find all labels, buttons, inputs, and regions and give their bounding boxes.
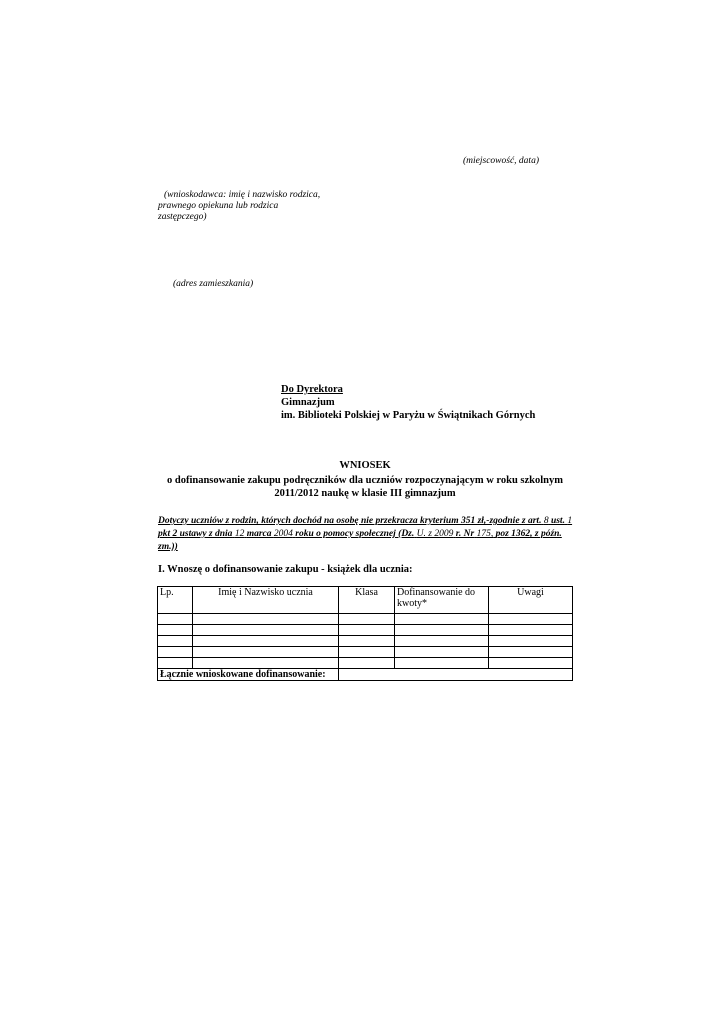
heading-line-3: 2011/2012 naukę w klasie III gimnazjum	[274, 488, 456, 499]
header-amount: Dofinansowanie do kwoty*	[395, 587, 489, 614]
cell-lp[interactable]	[158, 636, 193, 647]
criterion-text: roku o pomocy społecznej (Dz.	[295, 529, 415, 539]
cell-remarks[interactable]	[489, 636, 573, 647]
cell-lp[interactable]	[158, 614, 193, 625]
cell-amount[interactable]	[395, 625, 489, 636]
header-student-name: Imię i Nazwisko ucznia	[193, 587, 339, 614]
heading-line-2: o dofinansowanie zakupu podręczników dla uczniów rozpoczynającym w roku szkolnym	[166, 474, 564, 486]
cell-lp[interactable]	[158, 658, 193, 669]
criterion-text: marca	[246, 529, 272, 539]
cell-class[interactable]	[339, 625, 395, 636]
recipient-block	[281, 383, 535, 422]
document-title: WNIOSEK	[339, 460, 391, 471]
applicant-line-2: prawnego opiekuna lub rodzica	[158, 201, 279, 211]
address-label: (adres zamieszkania)	[173, 279, 254, 289]
table-row	[158, 658, 573, 669]
table-row	[158, 625, 573, 636]
cell-amount[interactable]	[395, 647, 489, 658]
header-remarks: Uwagi	[489, 587, 573, 614]
cell-class[interactable]	[339, 614, 395, 625]
recipient-line-3: im. Biblioteki Polskiej w Paryżu w Świątnikach Górnych	[281, 410, 536, 421]
criterion-text: r. Nr	[455, 529, 475, 539]
criterion-text: 1	[567, 516, 573, 526]
cell-amount[interactable]	[395, 658, 489, 669]
recipient-line-2: Gimnazjum	[281, 397, 335, 408]
cell-class[interactable]	[339, 636, 395, 647]
cell-class[interactable]	[339, 658, 395, 669]
cell-class[interactable]	[339, 647, 395, 658]
applicant-line-1: (wnioskodawca: imię i nazwisko rodzica,	[164, 190, 321, 200]
criterion-text: 2004	[273, 529, 293, 539]
cell-lp[interactable]	[158, 625, 193, 636]
header-class: Klasa	[339, 587, 395, 614]
table-header-row	[158, 587, 573, 614]
applicant-line-3: zastępczego)	[158, 212, 207, 222]
document-heading	[158, 459, 572, 501]
criterion-text: Dotyczy uczniów z rodzin, których dochód na osobę nie przekracza kryterium 351 zł,-zgodnie z art.	[158, 516, 542, 526]
cell-remarks[interactable]	[489, 614, 573, 625]
criterion-text: poz 1362, z późn. zm.))	[158, 529, 562, 552]
cell-lp[interactable]	[158, 647, 193, 658]
cell-amount[interactable]	[395, 636, 489, 647]
criterion-text: 8	[543, 516, 549, 526]
cell-remarks[interactable]	[489, 647, 573, 658]
total-label: Łącznie wnioskowane dofinansowanie:	[158, 669, 339, 681]
total-value-cell[interactable]	[339, 669, 573, 681]
table-row	[158, 636, 573, 647]
cell-student-name[interactable]	[193, 658, 339, 669]
table-row	[158, 647, 573, 658]
criterion-text: 175,	[476, 529, 494, 539]
criterion-text: pkt 2 ustawy z dnia	[158, 529, 233, 539]
applicant-label	[158, 190, 333, 223]
cell-remarks[interactable]	[489, 658, 573, 669]
cell-student-name[interactable]	[193, 636, 339, 647]
cell-student-name[interactable]	[193, 614, 339, 625]
header-lp: Lp.	[158, 587, 193, 614]
eligibility-criterion	[158, 515, 574, 554]
criterion-text: 12	[234, 529, 245, 539]
table-row	[158, 614, 573, 625]
cell-student-name[interactable]	[193, 625, 339, 636]
place-date-label: (miejscowość, data)	[463, 156, 539, 166]
cell-remarks[interactable]	[489, 625, 573, 636]
criterion-text: U. z 2009	[416, 529, 454, 539]
section-title: I. Wnoszę o dofinansowanie zakupu - książek dla ucznia:	[158, 564, 413, 575]
table-total-row	[158, 669, 573, 681]
criterion-text: ust.	[550, 516, 565, 526]
funding-table	[157, 586, 573, 681]
recipient-line-1: Do Dyrektora	[281, 384, 343, 395]
cell-student-name[interactable]	[193, 647, 339, 658]
cell-amount[interactable]	[395, 614, 489, 625]
